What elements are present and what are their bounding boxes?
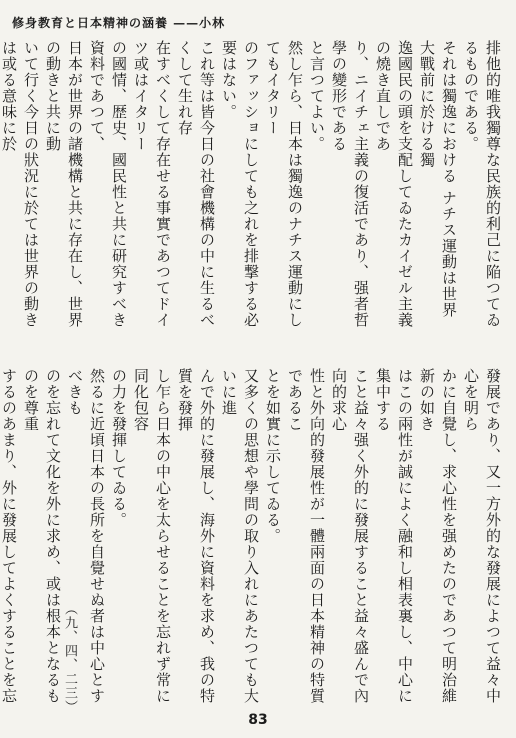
text-line: と言つてよい。	[308, 40, 326, 152]
text-line: り、ニイチェ主義の復活であり、强者哲學の變形である	[330, 40, 370, 328]
text-line: 逸國民の頭を支配してゐたカイゼル主義の燒き直しであ	[374, 40, 414, 328]
text-line: し乍ら日本の中心を太らせることを忘れず常に同化包容	[132, 368, 172, 704]
text-line: んで外的に發展し、海外に資料を求め、我の特質を發揮	[176, 368, 216, 704]
text-line: のを忘れて文化を外に求め、或は根本となるものを尊重	[22, 368, 62, 704]
text-line: 排他的唯我獨尊な民族的利己に陥つてゐるものである。	[462, 40, 502, 328]
text-line: とを如實に示してゐる。	[264, 368, 282, 544]
text-line: 然し乍ら、日本は獨逸のナチス運動にしてもイタリー	[264, 40, 304, 328]
text-line: 性と外向的發展性が一體兩面の日本精神の特質であるこ	[286, 368, 326, 704]
text-line: の國情、歴史、國民性と共に研究すべき資料であつて、	[88, 40, 128, 328]
date-note: （九、四、二三）	[62, 602, 77, 714]
text-line: のファッショにしても之れを排撃する必要はない。	[220, 40, 260, 328]
text-line: 發展であり、又一方外的な發展によつて益々中心を明ら	[462, 368, 502, 704]
text-line: するのあまり、外に發展してよくすることを忘	[0, 368, 18, 704]
text-line: 然るに近頃日本の長所を自覺せぬ者は中心とすべきも	[66, 368, 106, 704]
text-line: 又多くの思想や學問の取り入れにあたつても大いに進	[220, 368, 260, 704]
text-line: いて行く今日の狀況に於ては世界の動きは或る意味に於	[0, 40, 40, 328]
top-text-block	[0, 40, 504, 332]
text-line: 在すべくして存在せる事實であつてドイツ或はイタリー	[132, 40, 172, 328]
text-line: かに自覺し、求心性を强めたのであつて明治維新の如き	[418, 368, 458, 704]
text-line: こと益々强く外的に發展すること益々盛んで內向的求心	[330, 368, 370, 704]
page-number: 83	[248, 712, 268, 728]
text-line: それは獨逸における ナチス運動は世界大戰前に於ける獨	[418, 40, 458, 318]
text-line: はこの兩性が誠によく融和し相表裏し、中心に集中する	[374, 368, 414, 704]
text-line: 日本が世界の諸機構と共に存在し、世界の動きと共に動	[44, 40, 84, 328]
text-line: の力を發揮してゐる。	[110, 368, 128, 528]
running-title: 修身教育と日本精神の涵養 ——小林	[12, 16, 226, 30]
text-line: これ等は皆今日の社會機構の中に生るべくして生れ存	[176, 40, 216, 328]
